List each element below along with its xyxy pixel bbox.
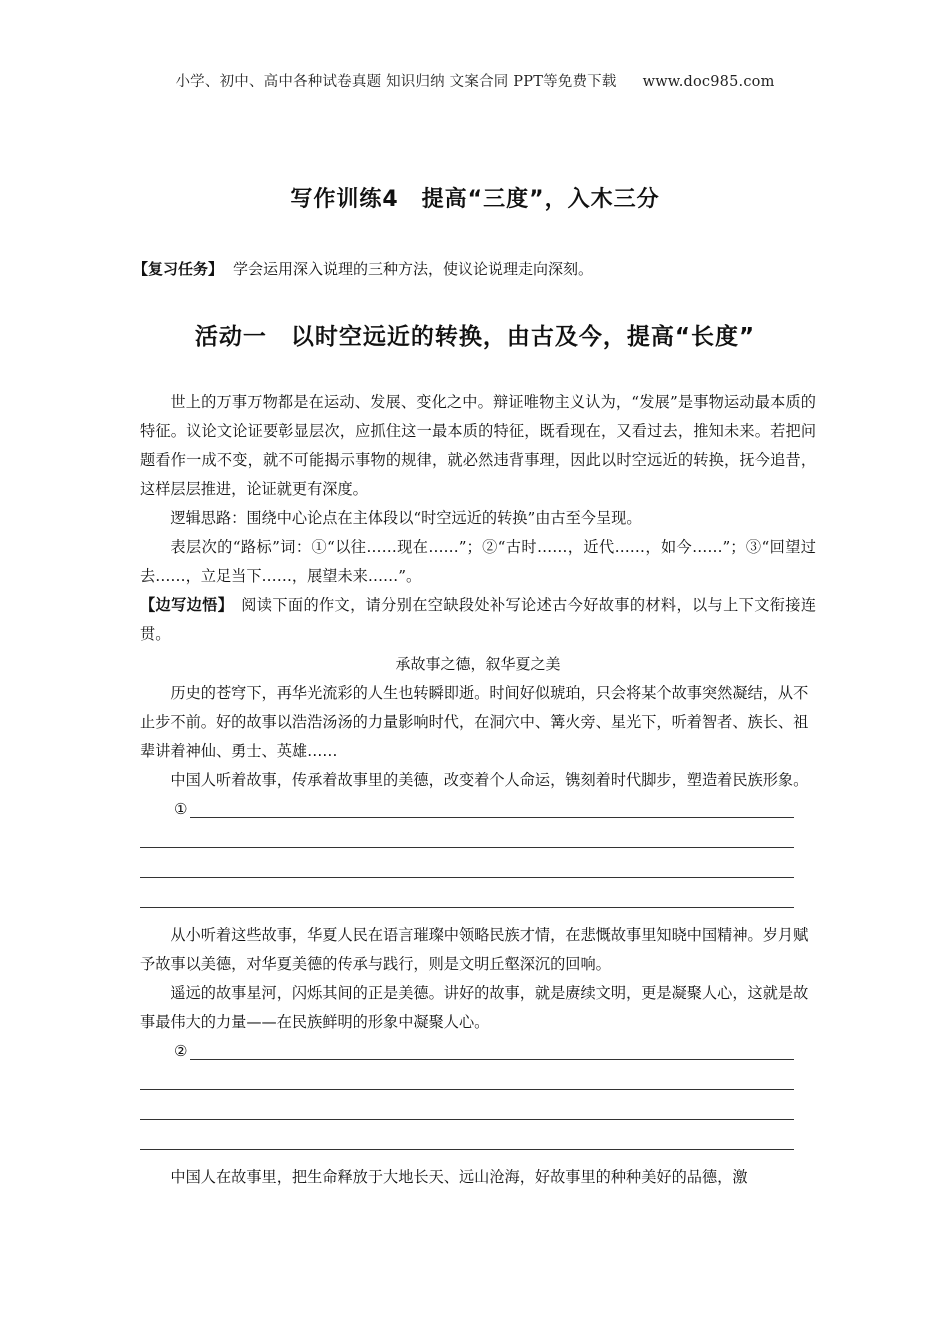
page-header <box>0 70 950 91</box>
answer-line[interactable] <box>140 847 794 848</box>
essay-paragraph: 遥远的故事星河，闪烁其间的正是美德。讲好的故事，就是赓续文明，更是凝聚人心，这就是故事最伟大的力量——在民族鲜明的形象中凝聚人心。 <box>140 984 809 1031</box>
essay <box>140 648 816 1192</box>
header-text: 小学、初中、高中各种试卷真题 知识归纳 文案合同 PPT等免费下载 <box>175 74 617 90</box>
answer-line[interactable] <box>140 1149 794 1150</box>
exercise-text: 阅读下面的作文，请分别在空缺段处补写论述古今好故事的材料，以与上下文衔接连贯。 <box>140 596 817 643</box>
intro-paragraph: 世上的万事万物都是在运动、发展、变化之中。辩证唯物主义认为，“发展”是事物运动最本质的特征。议论文论证要彰显层次，应抓住这一最本质的特征，既看现在，又看过去，推知未来。若把问题看作一成不变，就不可能揭示事物的规律，就必然违背事理，因此以时空远近的转换，抚今追昔，这样层层推进，论证就更有深度。 <box>140 393 816 498</box>
exercise-tag: 【边写边悟】 <box>140 596 234 614</box>
blank-answer-2[interactable] <box>140 1037 816 1157</box>
answer-line[interactable] <box>140 907 794 908</box>
blank-answer-1[interactable] <box>140 795 816 915</box>
review-text: 学会运用深入说理的三种方法，使议论说理走向深刻。 <box>233 260 594 278</box>
intro-section <box>140 388 816 649</box>
essay-paragraph: 中国人在故事里，把生命释放于大地长天、远山沧海，好故事里的种种美好的品德，激 <box>170 1168 748 1186</box>
essay-paragraph: 从小听着这些故事，华夏人民在语言璀璨中领略民族才情，在悲慨故事里知晓中国精神。岁月赋予故事以美德，对华夏美德的传承与践行，则是文明丘壑深沉的回响。 <box>140 926 809 973</box>
answer-line[interactable] <box>140 1089 794 1090</box>
answer-line[interactable] <box>190 817 794 818</box>
header-site: www.doc985.com <box>642 74 775 90</box>
blank-number: ① <box>174 800 188 818</box>
answer-line[interactable] <box>140 1119 794 1120</box>
activity-title: 活动一 以时空远近的转换，由古及今，提高“长度” <box>194 324 756 350</box>
exercise-instruction <box>140 591 816 649</box>
intro-paragraph: 表层次的“路标”词：①“以往……现在……”；②“古时……，近代……，如今……”；③“回望过去……，立足当下……，展望未来……”。 <box>140 538 816 585</box>
blank-number: ② <box>174 1042 188 1060</box>
review-task <box>133 258 833 279</box>
essay-paragraph: 历史的苍穹下，再华光流彩的人生也转瞬即逝。时间好似琥珀，只会将某个故事突然凝结，从不止步不前。好的故事以浩浩汤汤的力量影响时代，在洞穴中、篝火旁、星光下，听着智者、族长、祖辈讲着神仙、勇士、英雄…… <box>140 684 809 760</box>
intro-paragraph: 逻辑思路：围绕中心论点在主体段以“时空远近的转换”由古至今呈现。 <box>170 509 642 527</box>
page-title: 写作训练4 提高“三度”，入木三分 <box>290 187 660 212</box>
essay-title: 承故事之德，叙华夏之美 <box>395 655 561 673</box>
answer-line[interactable] <box>140 877 794 878</box>
essay-paragraph: 中国人听着故事，传承着故事里的美德，改变着个人命运，镌刻着时代脚步，塑造着民族形象。 <box>170 771 809 789</box>
answer-line[interactable] <box>190 1059 794 1060</box>
review-tag: 【复习任务】 <box>133 260 224 278</box>
